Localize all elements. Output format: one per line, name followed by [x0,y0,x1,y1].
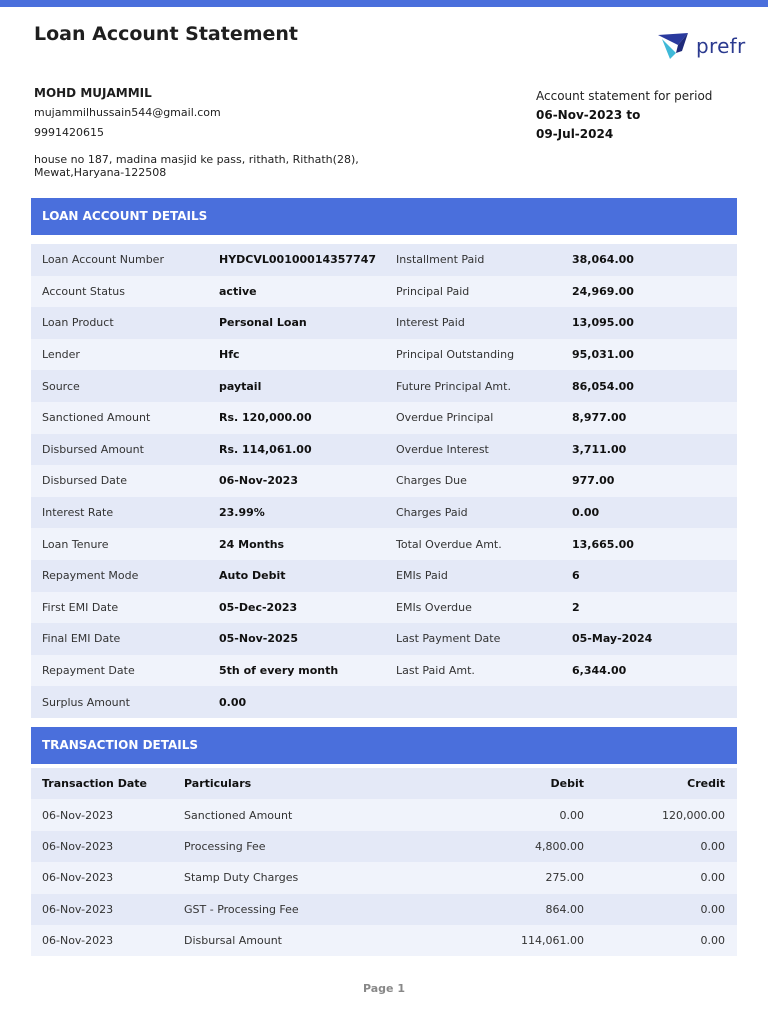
detail-value: Hfc [219,348,240,362]
txn-debit: 0.00 [559,808,584,822]
detail-label: Source [42,379,80,393]
transaction-details-header: TRANSACTION DETAILS [31,727,737,764]
customer-email: mujammilhussain544@gmail.com [34,106,221,119]
customer-address: house no 187, madina masjid ke pass, rithath, Rithath(28), Mewat,Haryana-122508 [34,153,359,179]
detail-label: Charges Due [396,474,467,488]
detail-label: Repayment Mode [42,569,139,583]
detail-label: EMIs Overdue [396,600,472,614]
detail-label: Future Principal Amt. [396,379,511,393]
detail-value: 2 [572,600,580,614]
detail-value: 95,031.00 [572,348,634,362]
detail-row [31,655,737,687]
detail-row [31,402,737,434]
detail-row [31,465,737,497]
detail-label: Principal Paid [396,284,470,298]
detail-label: Interest Rate [42,506,114,520]
customer-name: MOHD MUJAMMIL [34,86,152,100]
detail-value: 6,344.00 [572,664,627,678]
detail-value: 05-Nov-2025 [219,632,298,646]
txn-date: 06-Nov-2023 [42,871,114,885]
detail-label: Interest Paid [396,316,465,330]
detail-row [31,497,737,529]
brand-name: prefr [696,34,746,58]
detail-value: Auto Debit [219,569,286,583]
detail-label: Disbursed Amount [42,442,144,456]
detail-row [31,528,737,560]
detail-value: 23.99% [219,506,265,520]
txn-date: 06-Nov-2023 [42,808,114,822]
detail-label: Charges Paid [396,506,468,520]
detail-label: Principal Outstanding [396,348,515,362]
detail-value: 05-May-2024 [572,632,653,646]
detail-value: 977.00 [572,474,615,488]
txn-particulars: Sanctioned Amount [184,808,293,822]
detail-value: paytail [219,379,262,393]
txn-date: 06-Nov-2023 [42,839,114,853]
txn-credit: 120,000.00 [662,808,725,822]
loan-details-header: LOAN ACCOUNT DETAILS [31,198,737,235]
txn-credit: 0.00 [700,934,725,948]
detail-label: Repayment Date [42,664,135,678]
txn-debit: 4,800.00 [535,839,584,853]
detail-value: 86,054.00 [572,379,634,393]
detail-row [31,307,737,339]
detail-label: Surplus Amount [42,695,130,709]
detail-value: 38,064.00 [572,253,634,267]
col-header-particulars: Particulars [184,777,252,791]
detail-value: 6 [572,569,580,583]
detail-label: Last Paid Amt. [396,664,475,678]
detail-value: 06-Nov-2023 [219,474,298,488]
detail-label: Last Payment Date [396,632,501,646]
detail-value: 13,095.00 [572,316,634,330]
detail-row [31,339,737,371]
detail-value: 5th of every month [219,664,339,678]
page-number: Page 1 [362,982,405,995]
detail-label: Loan Account Number [42,253,164,267]
txn-particulars: GST - Processing Fee [184,902,299,916]
txn-date: 06-Nov-2023 [42,934,114,948]
prefr-logo [656,30,746,62]
transaction-header-row [31,768,737,799]
detail-value: 3,711.00 [572,442,627,456]
detail-value: 05-Dec-2023 [219,600,298,614]
col-header-date: Transaction Date [42,777,147,791]
detail-value: 24 Months [219,537,285,551]
detail-label: First EMI Date [42,600,119,614]
txn-debit: 275.00 [545,871,584,885]
detail-value: HYDCVL00100014357747 [219,253,377,267]
page-title: Loan Account Statement [34,23,299,45]
transaction-row [31,925,737,956]
detail-row [31,560,737,592]
detail-row [31,370,737,402]
detail-value: 0.00 [219,695,247,709]
txn-credit: 0.00 [700,902,725,916]
txn-credit: 0.00 [700,839,725,853]
prefr-logo-icon [656,31,692,61]
detail-row [31,244,737,276]
transaction-row [31,831,737,862]
detail-value: 0.00 [572,506,600,520]
detail-label: Installment Paid [396,253,485,267]
detail-label: Final EMI Date [42,632,121,646]
detail-row [31,686,737,718]
period-from: 06-Nov-2023 to [536,108,641,122]
detail-label: Disbursed Date [42,474,128,488]
detail-value: 13,665.00 [572,537,634,551]
transaction-row [31,894,737,925]
txn-particulars: Disbursal Amount [184,934,282,948]
detail-label: Lender [42,348,80,362]
txn-credit: 0.00 [700,871,725,885]
period-to: 09-Jul-2024 [536,127,614,141]
detail-value: 8,977.00 [572,411,627,425]
detail-label: Overdue Interest [396,442,489,456]
transaction-table [31,768,737,956]
transaction-row [31,862,737,893]
detail-row [31,276,737,308]
txn-particulars: Processing Fee [184,839,266,853]
txn-debit: 864.00 [545,902,584,916]
detail-row [31,592,737,624]
detail-label: Total Overdue Amt. [396,537,502,551]
top-accent-bar [0,0,768,7]
detail-label: Overdue Principal [396,411,494,425]
detail-value: Rs. 114,061.00 [219,442,312,456]
col-header-debit: Debit [550,777,584,791]
txn-date: 06-Nov-2023 [42,902,114,916]
detail-label: Sanctioned Amount [42,411,151,425]
detail-label: Account Status [42,284,125,298]
txn-debit: 114,061.00 [521,934,584,948]
txn-particulars: Stamp Duty Charges [184,871,299,885]
detail-value: Personal Loan [219,316,307,330]
detail-value: active [219,284,257,298]
loan-details-table [31,244,737,718]
period-label: Account statement for period [536,89,713,103]
detail-label: Loan Product [42,316,114,330]
detail-value: Rs. 120,000.00 [219,411,312,425]
detail-row [31,623,737,655]
detail-row [31,434,737,466]
customer-phone: 9991420615 [34,126,104,139]
detail-label: EMIs Paid [396,569,448,583]
col-header-credit: Credit [687,777,725,791]
detail-value: 24,969.00 [572,284,634,298]
transaction-row [31,799,737,830]
detail-label: Loan Tenure [42,537,109,551]
